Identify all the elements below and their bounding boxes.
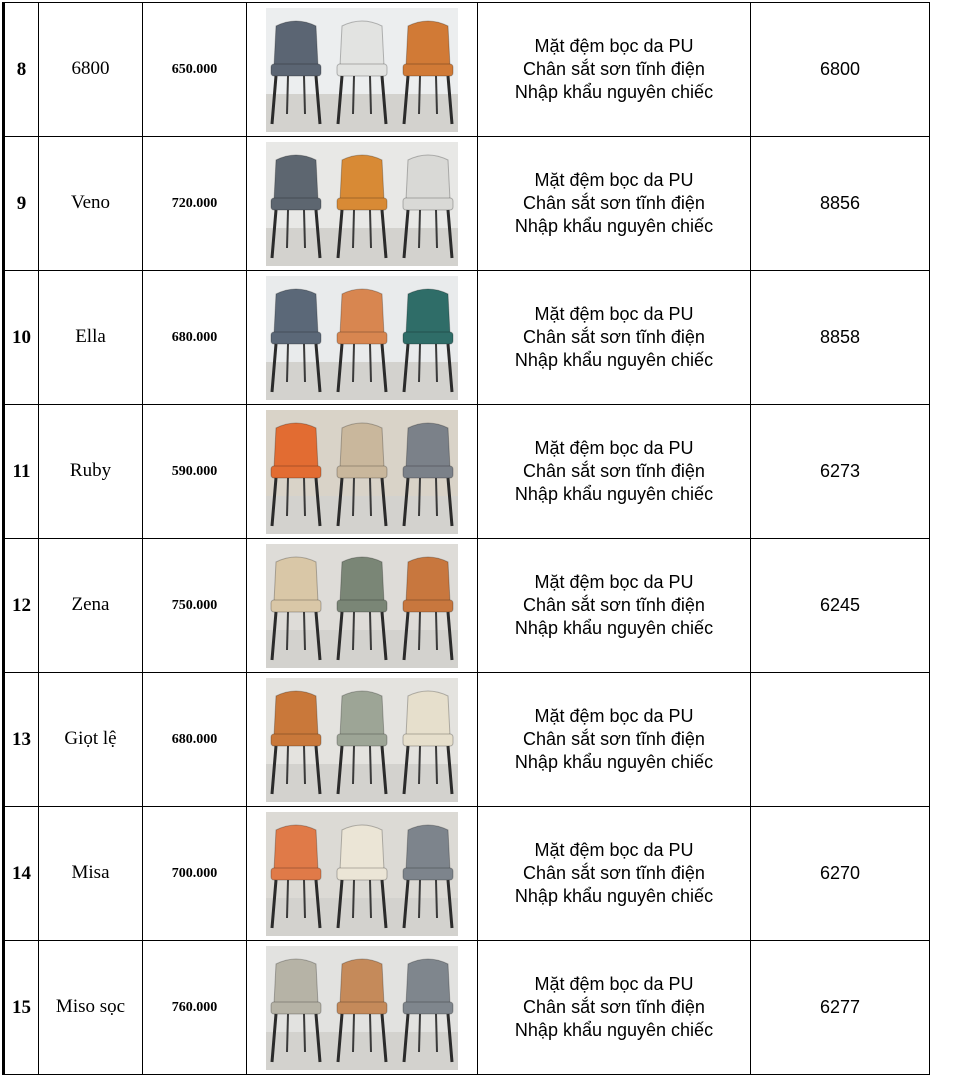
- product-code: 8856: [751, 137, 930, 271]
- product-price: 590.000: [143, 405, 247, 539]
- product-image-cell: [247, 137, 478, 271]
- product-name: Ruby: [39, 405, 143, 539]
- product-price: 650.000: [143, 3, 247, 137]
- product-image-cell: [247, 941, 478, 1075]
- chair-photo-icon: [266, 410, 458, 534]
- product-code: 6277: [751, 941, 930, 1075]
- product-name: Zena: [39, 539, 143, 673]
- row-number: 14: [4, 807, 39, 941]
- description-line: Chân sắt sơn tĩnh điện: [523, 997, 705, 1017]
- chair-photo-icon: [266, 276, 458, 400]
- description-line: Mặt đệm bọc da PU: [534, 304, 694, 324]
- description-line: Nhập khẩu nguyên chiếc: [514, 484, 714, 504]
- product-name: Giọt lệ: [39, 673, 143, 807]
- row-number: 9: [4, 137, 39, 271]
- product-image-cell: [247, 3, 478, 137]
- product-image-cell: [247, 807, 478, 941]
- chair-photo-icon: [266, 544, 458, 668]
- description-line: Chân sắt sơn tĩnh điện: [523, 595, 705, 615]
- description-line: Nhập khẩu nguyên chiếc: [514, 886, 714, 906]
- product-description: [478, 405, 751, 539]
- product-description: [478, 3, 751, 137]
- product-name: Ella: [39, 271, 143, 405]
- row-number: 10: [4, 271, 39, 405]
- product-code: 6273: [751, 405, 930, 539]
- description-line: Nhập khẩu nguyên chiếc: [514, 216, 714, 236]
- product-table: [2, 2, 930, 1075]
- table-row: [4, 539, 930, 673]
- product-description: [478, 673, 751, 807]
- table-row: [4, 137, 930, 271]
- row-number: 13: [4, 673, 39, 807]
- row-number: 12: [4, 539, 39, 673]
- product-name: Miso sọc: [39, 941, 143, 1075]
- product-description: [478, 539, 751, 673]
- table-row: [4, 405, 930, 539]
- chair-photo-icon: [266, 678, 458, 802]
- description-line: Chân sắt sơn tĩnh điện: [523, 461, 705, 481]
- table-row: [4, 271, 930, 405]
- row-number: 8: [4, 3, 39, 137]
- row-number: 15: [4, 941, 39, 1075]
- product-description: [478, 941, 751, 1075]
- product-image-cell: [247, 673, 478, 807]
- description-line: Chân sắt sơn tĩnh điện: [523, 729, 705, 749]
- product-code: 6800: [751, 3, 930, 137]
- table-row: [4, 941, 930, 1075]
- description-line: Nhập khẩu nguyên chiếc: [514, 350, 714, 370]
- product-image-cell: [247, 539, 478, 673]
- product-price: 700.000: [143, 807, 247, 941]
- table-row: [4, 673, 930, 807]
- description-line: Chân sắt sơn tĩnh điện: [523, 863, 705, 883]
- product-price: 760.000: [143, 941, 247, 1075]
- product-name: 6800: [39, 3, 143, 137]
- product-description: [478, 137, 751, 271]
- product-description: [478, 271, 751, 405]
- product-code: 8858: [751, 271, 930, 405]
- product-code: [751, 673, 930, 807]
- chair-photo-icon: [266, 946, 458, 1070]
- chair-photo-icon: [266, 142, 458, 266]
- chair-photo-icon: [266, 8, 458, 132]
- product-price: 750.000: [143, 539, 247, 673]
- description-line: Mặt đệm bọc da PU: [534, 840, 694, 860]
- description-line: Mặt đệm bọc da PU: [534, 36, 694, 56]
- description-line: Mặt đệm bọc da PU: [534, 170, 694, 190]
- row-number: 11: [4, 405, 39, 539]
- product-table-body: [4, 3, 930, 1075]
- product-image-cell: [247, 271, 478, 405]
- product-name: Misa: [39, 807, 143, 941]
- table-row: [4, 3, 930, 137]
- description-line: Nhập khẩu nguyên chiếc: [514, 752, 714, 772]
- description-line: Mặt đệm bọc da PU: [534, 706, 694, 726]
- product-code: 6270: [751, 807, 930, 941]
- description-line: Mặt đệm bọc da PU: [534, 438, 694, 458]
- product-image-cell: [247, 405, 478, 539]
- description-line: Mặt đệm bọc da PU: [534, 572, 694, 592]
- product-name: Veno: [39, 137, 143, 271]
- description-line: Chân sắt sơn tĩnh điện: [523, 327, 705, 347]
- product-price: 680.000: [143, 673, 247, 807]
- product-price: 720.000: [143, 137, 247, 271]
- description-line: Nhập khẩu nguyên chiếc: [514, 618, 714, 638]
- description-line: Chân sắt sơn tĩnh điện: [523, 59, 705, 79]
- product-description: [478, 807, 751, 941]
- product-price: 680.000: [143, 271, 247, 405]
- description-line: Nhập khẩu nguyên chiếc: [514, 1020, 714, 1040]
- chair-photo-icon: [266, 812, 458, 936]
- description-line: Nhập khẩu nguyên chiếc: [514, 82, 714, 102]
- description-line: Mặt đệm bọc da PU: [534, 974, 694, 994]
- product-code: 6245: [751, 539, 930, 673]
- description-line: Chân sắt sơn tĩnh điện: [523, 193, 705, 213]
- table-row: [4, 807, 930, 941]
